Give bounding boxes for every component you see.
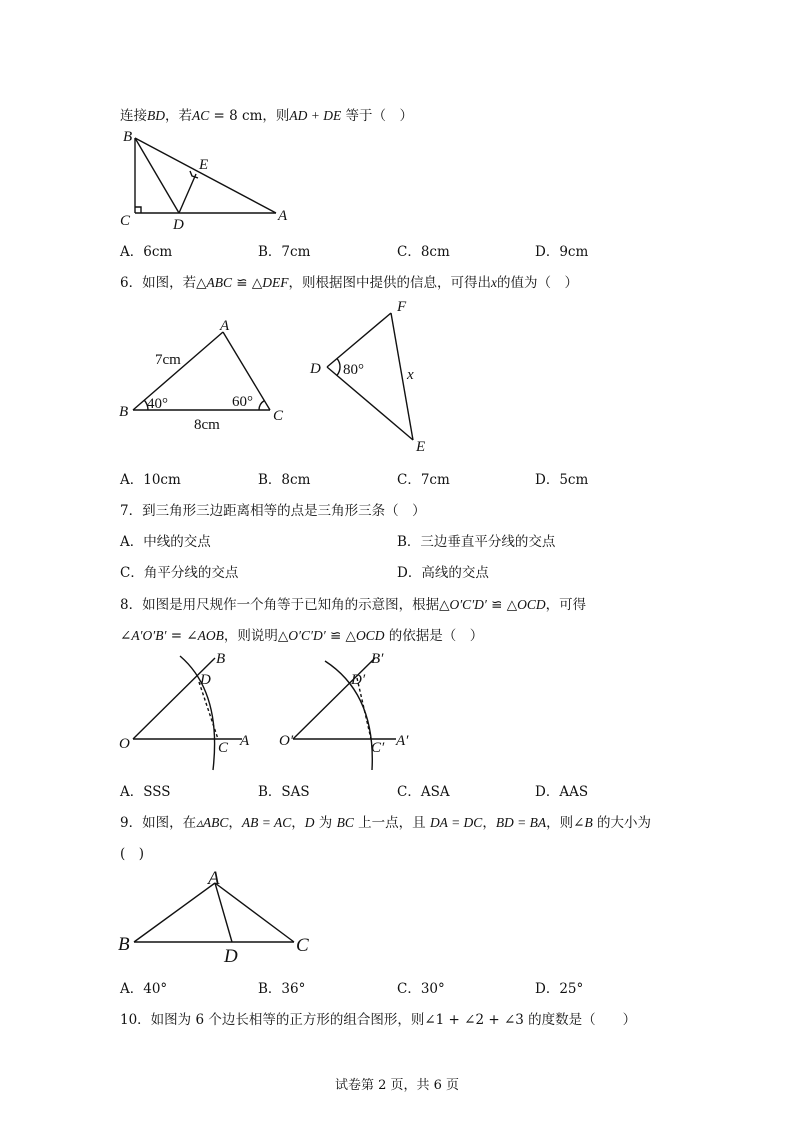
q9-var: ▵ABC — [196, 815, 229, 830]
q9-text: 的大小为 — [592, 815, 652, 831]
q5-label-b: B — [123, 129, 133, 145]
q6-label-angle-d: 80° — [343, 362, 364, 378]
q9-label-b: B — [118, 934, 130, 955]
q9-text: 9．如图，在 — [120, 815, 197, 831]
q9-stem-line1 — [120, 811, 651, 831]
q5-var: BD — [147, 108, 165, 123]
q8-label-d-prime: D′ — [351, 672, 366, 688]
q9-option-b[interactable]: B．36° — [258, 981, 306, 997]
q6-stem — [120, 271, 578, 291]
q6-text: 6．如图，若△ — [120, 275, 207, 291]
q6-var: DEF — [262, 275, 289, 290]
q8-stem-line1 — [120, 593, 586, 613]
page-footer: 试卷第 2 页，共 6 页 — [334, 1078, 460, 1093]
q5-var: AD + DE — [289, 108, 342, 123]
q6-text: ≌ △ — [231, 275, 263, 291]
q9-label-a: A — [208, 868, 220, 889]
q6-var: x — [491, 275, 498, 290]
q8-label-b: B — [216, 651, 226, 667]
q8-var: A′O′B′ — [131, 628, 167, 643]
q6-label-c: C — [273, 408, 284, 424]
q9-var: DA = DC — [429, 815, 483, 830]
q6-label-ab: 7cm — [155, 352, 181, 368]
q6-label-angle-c: 60° — [232, 394, 253, 410]
q6-label-a: A — [220, 318, 230, 334]
q6-figure-def — [300, 295, 440, 460]
q8-text: ，则说明△ — [223, 628, 289, 644]
q8-var: O′C′D′ — [288, 628, 326, 643]
q5-label-c: C — [120, 213, 131, 229]
q7-option-a[interactable]: A．中线的交点 — [120, 534, 211, 550]
q8-var: O′C′D′ — [449, 597, 487, 612]
q8-text: 8．如图是用尺规作一个角等于已知角的示意图，根据△ — [120, 597, 450, 613]
q8-text: ∠ — [120, 628, 132, 644]
q6-label-b: B — [119, 404, 129, 420]
q9-var: BC — [336, 815, 354, 830]
q8-label-a: A — [240, 733, 250, 749]
q7-option-b[interactable]: B．三边垂直平分线的交点 — [397, 534, 556, 550]
q9-stem-line2: ( ) — [120, 846, 145, 862]
q9-option-d[interactable]: D．25° — [535, 981, 584, 997]
q8-option-a[interactable]: A．SSS — [120, 784, 171, 800]
q9-option-c[interactable]: C．30° — [397, 981, 445, 997]
q9-var: D — [304, 815, 315, 830]
q8-stem-line2 — [120, 624, 483, 644]
q6-label-x: x — [407, 367, 414, 383]
q9-var: B — [584, 815, 593, 830]
q8-label-c-prime: C′ — [371, 740, 385, 756]
q8-option-c[interactable]: C．ASA — [397, 784, 450, 800]
q6-option-b[interactable]: B．8cm — [258, 472, 311, 488]
q5-label-e: E — [199, 157, 209, 173]
q6-text: ，则根据图中提供的信息，可得出 — [288, 275, 492, 291]
q5-text: = 8 cm，则 — [209, 108, 290, 124]
q9-option-a[interactable]: A．40° — [120, 981, 168, 997]
q5-label-a: A — [278, 208, 288, 224]
q6-var: ABC — [206, 275, 232, 290]
q5-figure — [110, 125, 300, 235]
q8-text: ，可得 — [545, 597, 587, 613]
q9-text: ，则∠ — [546, 815, 585, 831]
q8-label-a-prime: A′ — [396, 733, 409, 749]
q8-label-o: O — [119, 736, 130, 752]
q6-option-c[interactable]: C．7cm — [397, 472, 450, 488]
q8-label-o-prime: O′ — [279, 733, 294, 749]
q7-option-c[interactable]: C．角平分线的交点 — [120, 565, 239, 581]
q8-figure-left — [112, 648, 262, 776]
q8-text: 的依据是（ ） — [384, 628, 484, 644]
q9-var: BD = BA — [495, 815, 547, 830]
q9-var: AB = AC — [241, 815, 292, 830]
q5-text: 等于（ ） — [341, 108, 414, 124]
q10-stem: 10．如图为 6 个边长相等的正方形的组合图形，则∠1 + ∠2 + ∠3 的度数是（ ） — [120, 1012, 637, 1028]
q6-label-f: F — [397, 299, 407, 315]
q9-text: ， — [482, 815, 496, 831]
q7-stem: 7．到三角形三边距离相等的点是三角形三条（ ） — [120, 503, 426, 519]
q6-option-d[interactable]: D．5cm — [535, 472, 589, 488]
q8-option-d[interactable]: D．AAS — [535, 784, 589, 800]
q9-text: ， — [291, 815, 305, 831]
q6-label-angle-b: 40° — [147, 396, 168, 412]
q8-figure-right — [272, 648, 422, 776]
q5-option-c[interactable]: C．8cm — [397, 244, 450, 260]
q6-option-a[interactable]: A．10cm — [120, 472, 181, 488]
q9-label-d: D — [224, 946, 238, 967]
q5-option-b[interactable]: B．7cm — [258, 244, 311, 260]
q9-text: 为 — [314, 815, 337, 831]
q8-var: OCD — [355, 628, 385, 643]
q9-figure — [112, 862, 332, 970]
q7-option-d[interactable]: D．高线的交点 — [397, 565, 489, 581]
q9-label-c: C — [296, 935, 309, 956]
q8-var: AOB — [197, 628, 224, 643]
q5-var: AC — [192, 108, 210, 123]
q6-figure-abc — [110, 310, 300, 435]
q9-text: ， — [228, 815, 242, 831]
q8-text: ≌ △ — [486, 597, 518, 613]
q6-label-e: E — [416, 439, 426, 455]
q5-text: 连接 — [120, 108, 147, 124]
q5-option-d[interactable]: D．9cm — [535, 244, 589, 260]
q8-text: = ∠ — [166, 628, 198, 644]
q8-var: OCD — [517, 597, 546, 612]
q6-label-d: D — [310, 361, 321, 377]
q6-text: 的值为（ ） — [497, 275, 579, 291]
q5-option-a[interactable]: A．6cm — [120, 244, 173, 260]
q5-stem — [120, 104, 413, 124]
q9-text: 上一点，且 — [353, 815, 430, 831]
q8-option-b[interactable]: B．SAS — [258, 784, 310, 800]
q8-label-b-prime: B′ — [371, 651, 384, 667]
q5-label-d: D — [173, 217, 184, 233]
q8-label-d: D — [200, 672, 211, 688]
q8-label-c: C — [218, 740, 229, 756]
q5-text: ，若 — [165, 108, 192, 124]
q8-text: ≌ △ — [325, 628, 356, 644]
q6-label-bc: 8cm — [194, 417, 220, 433]
